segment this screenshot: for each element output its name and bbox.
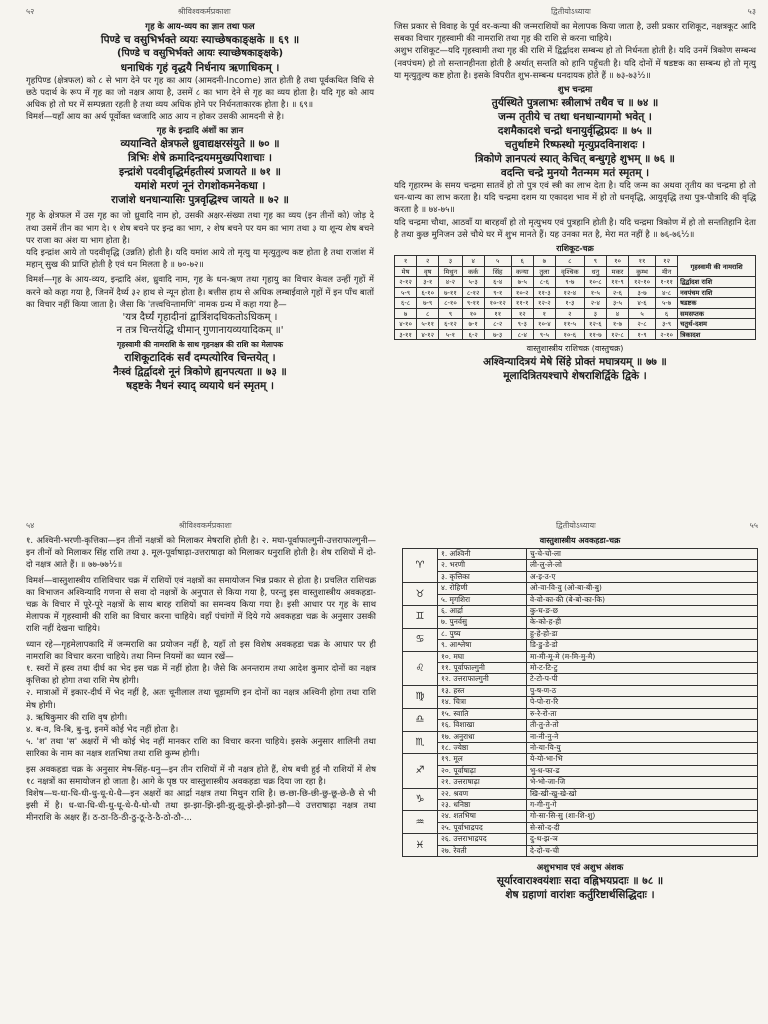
table-cell: ८ [417, 308, 439, 319]
letters-cell: गो-सा-सि-सु (शा-शि-शु) [527, 811, 758, 822]
letters-cell: रु-रे-रो-ता [527, 708, 758, 719]
nakshatra-cell: ४. रोहिणी [438, 583, 527, 594]
table-cell: ५-१ [439, 329, 462, 340]
table-header-number: ९ [584, 256, 606, 267]
table-row [403, 708, 758, 719]
table-cell: ९-३ [511, 319, 533, 330]
quote-line: न तत्र चिन्तयेद्धि धीमान् गुणानायव्ययादिकम् ॥' [116, 325, 284, 337]
table-row [395, 287, 756, 298]
rashikoot-table [394, 255, 756, 340]
letters-cell: ती-तु-ते-तो [527, 720, 758, 731]
table-cell: ४-१० [395, 319, 417, 330]
table-cell: १ [533, 308, 555, 319]
table-cell: १२ [511, 308, 533, 319]
table-row [403, 754, 758, 765]
table-cell: ५-७ [656, 298, 678, 309]
table-cell: ७-११ [439, 287, 462, 298]
table-cell: १२-६ [584, 319, 606, 330]
table-row-label: चतुर्थ-दशम [678, 319, 756, 330]
section-heading: गृह के आय-व्यय का ज्ञान तथा फल [145, 22, 255, 32]
table-cell: २-४ [584, 298, 606, 309]
letters-cell: टे-टो-प-पी [527, 674, 758, 685]
table-cell: १०-४ [533, 319, 555, 330]
running-title: द्वितीयोऽध्यायः [550, 7, 591, 16]
nakshatra-cell: २२. श्रवण [438, 788, 527, 799]
zodiac-sign-icon: ♈ [403, 549, 438, 583]
table-header-number: ८ [555, 256, 584, 267]
letters-cell: चु-चे-चो-ला [527, 549, 758, 560]
letters-cell: दे-दो-च-ची [527, 845, 758, 856]
table-header-number: ६ [511, 256, 533, 267]
paragraph: १. अश्विनी-भरणी-कृत्तिका—इन तीनों नक्षत्रों को मिलाकर मेषराशि होती है। २. मघा-पूर्वाफाल्गुनी-उत्तराफाल्गुनी—इन तीनों को मिलाकर सिंह राशि तथा ३. मूल-पूर्वाषाढ़ा-उत्तराषाढ़ा को मिलाकर धनुराशि होती है। शेष राशियों में दो-दो नक्षत्र आते हैं। ॥ ७७-७७½॥ [26, 536, 376, 571]
paragraph: अशुभ राशिकूट—यदि गृहस्वामी तथा गृह की राशि में द्विर्द्वादश सम्बन्ध हो तो निर्धनता होती है। यदि उनमें त्रिकोण सम्बन्ध (नवपंचम) हो तो सन्तानहीनता होती है अर्थात् सन्तति को हानि पहुँचती है। यदि दोनों में षडष्टक का सम्बन्ध हो तो मृत्यु या मृत्युतुल्य कष्ट होता है। इसके विपरीत शुभ-सम्बन्ध धनदायक होते हैं ॥ ७३-७३½॥ [394, 46, 756, 81]
vimarsh-paragraph: विमर्श—वास्तुशास्त्रीय राशिविचार चक्र में राशियों एवं नक्षत्रों का समायोजन भिन्न प्रकार से होता है। प्रचलित राशिचक्र का विभाजन अश्विन्यादि गणना से सवा दो नक्षत्रों के अनुपात से किया गया है, परन्तु इस वास्तुशास्त्रीय अवकहडा-चक्र के विचार में पूरे-पूरे नक्षत्रों के साथ बारह राशियों का समन्वय किया गया है। इसी आधार पर गृह के साथ मेलापक में गृहस्वामी की राशि का विचार करना चाहिये। वहाँ पंचांगों में दिये गये अवकहडा चक्र के अनुसार उसकी राशि नहीं देखना चाहिये। [26, 575, 376, 635]
table-cell: ८-४ [511, 329, 533, 340]
vimarsh-paragraph: विमर्श—यहाँ आय का अर्थ पूर्वोक्त ध्वजादि आठ आय न होकर उसकी आमदनी से है। [26, 112, 285, 123]
table-cell: ७-५ [511, 277, 533, 288]
table-number-row [395, 256, 756, 267]
letters-cell: नो-या-यि-यु [527, 742, 758, 753]
verse: मूलादित्रितयश्चापे शेषराशिर्द्विके द्विके । [503, 370, 647, 383]
rule-item: ४. ब-व, वि-बि, बु-वु, इनमें कोई भेद नहीं होता है। [26, 725, 179, 736]
table-cell: १२-८ [606, 329, 628, 340]
table-row [403, 731, 758, 742]
paragraph: गृहपिण्ड (क्षेत्रफल) को ८ से भाग देने पर गृह का आय (आमदनी-Income) ज्ञात होती है तथा पूर्वकथित विधि से छठे पदार्थ के रूप में गृह का जो नक्षत्र आया है, उसमें ८ का भाग देने से गृह का व्यय होता है। यदि गृह को आय अधिक हो तो घर में सम्पन्नता रहती है तथा व्यय अधिक होने पर निर्धनताकारक होता है। ॥ ६९॥ [26, 75, 374, 110]
table-cell: १०-६ [555, 329, 584, 340]
table-cell: १२-२ [533, 298, 555, 309]
table-header-sign: तुला [533, 266, 555, 277]
verse: शेष ग्रहाणां वारांशः कर्तुरिष्टार्थसिद्धिदाः । [505, 888, 655, 901]
page-header [26, 6, 374, 17]
zodiac-sign-icon: ♒ [403, 811, 438, 834]
rule-item: ३. ऋषिकुमार की राशि वृष होगी। [26, 712, 128, 723]
table-cell: ३-७ [629, 287, 656, 298]
zodiac-sign-icon: ♓ [403, 834, 438, 857]
table-cell: ३-१ [417, 277, 439, 288]
table-row-label: त्रिकादश [678, 329, 756, 340]
table-row [403, 777, 758, 788]
table-cell: ९-१ [484, 287, 511, 298]
vimarsh-paragraph: विमर्श—गृह के आय-व्यय, इन्द्रादि अंश, ध्रुवादि नाम, गृह के धन-ऋण तथा गृहायु का विचार केवल उन्हीं गृहों में करने को कहा गया है, जिनमें दैर्घ्य ३२ हाथ से न्यून होता है। बत्तीस हाथ से अधिक लम्बाईवाले गृहों में इन पाँच बातों का विचार नहीं किया जाता है। जैसा कि 'तत्त्वचिन्तामणि' नामक ग्रन्थ में कहा गया है— [26, 275, 374, 310]
table-row [403, 571, 758, 582]
table-header-number: ७ [533, 256, 555, 267]
table-row [403, 617, 758, 628]
table-cell: ११ [484, 308, 511, 319]
running-title: श्रीविश्वकर्मप्रकाशः [178, 521, 232, 530]
zodiac-sign-icon: ♑ [403, 788, 438, 811]
table-header-sign: कर्क [462, 266, 484, 277]
page-54 [0, 512, 384, 1024]
table-row [403, 697, 758, 708]
table-row [403, 674, 758, 685]
table-cell: ६-१० [417, 287, 439, 298]
letters-cell: ये-यो-भा-भि [527, 754, 758, 765]
zodiac-sign-icon: ♏ [403, 731, 438, 754]
table-cell: १० [462, 308, 484, 319]
table-cell: १-३ [555, 298, 584, 309]
table-row [403, 720, 758, 731]
letters-cell: से-सो-द-दी [527, 822, 758, 833]
nakshatra-cell: २१. उत्तराषाढ़ा [438, 777, 527, 788]
verse: धनाधिकं गृहं वृद्धयै निर्धनाय ऋणाधिकम् । [120, 61, 280, 74]
table-cell: ६-१२ [439, 319, 462, 330]
section-heading: अशुभभाव एवं अशुभ अंशक [536, 862, 624, 873]
table-cell: १०-२ [511, 287, 533, 298]
table-header-sign: वृश्चिक [555, 266, 584, 277]
letters-cell: ओ-वा-वि-वु (ओ-बा-बी-बु) [527, 583, 758, 594]
table-caption: वास्तुशास्त्रीय राशिचक्र (वास्तुचक्र) [526, 344, 624, 354]
table-row [403, 583, 758, 594]
page-number: ५२ [26, 7, 35, 16]
table-cell: ५-११ [417, 319, 439, 330]
nakshatra-cell: १७. अनुराधा [438, 731, 527, 742]
nakshatra-cell: १६. विशाखा [438, 720, 527, 731]
letters-cell: पे-पो-रा-रि [527, 697, 758, 708]
table-cell: ६ [656, 308, 678, 319]
table-cell: ३-९ [656, 319, 678, 330]
table-cell: ६-८ [395, 298, 417, 309]
table-cell: ३ [584, 308, 606, 319]
table-cell: १२-४ [555, 287, 584, 298]
nakshatra-cell: १३. हस्त [438, 685, 527, 696]
table-row-label: समसप्तक [678, 308, 756, 319]
zodiac-sign-icon: ♉ [403, 583, 438, 606]
section-heading: शुभ चन्द्रमा [557, 85, 593, 96]
nakshatra-cell: १५. स्वाति [438, 708, 527, 719]
verse: वदन्ति चन्द्रे मुनयो नैतन्मम मतं स्मृतम् । [500, 167, 650, 180]
table-header-sign: मकर [606, 266, 628, 277]
table-cell: २ [555, 308, 584, 319]
verse: व्ययान्विते क्षेत्रफले ध्रुवाद्यक्षरसंयुते ॥ ७० ॥ [120, 138, 280, 151]
verse: दशमैकादशे चन्द्रो धनायुर्वृद्धिप्रदः ॥ ७५ ॥ [497, 125, 653, 138]
table-header-sign: मिथुन [439, 266, 462, 277]
table-header-sign: कुम्भ [629, 266, 656, 277]
table-cell: ७ [395, 308, 417, 319]
nakshatra-cell: १२. उत्तराफाल्गुनी [438, 674, 527, 685]
letters-cell: ना-नी-नु-ने [527, 731, 758, 742]
table-cell: ८-२ [484, 319, 511, 330]
nakshatra-cell: २०. पूर्वाषाढ़ा [438, 765, 527, 776]
page-number: ५३ [747, 7, 756, 16]
letters-cell: दु-थ-झ-ञ [527, 834, 758, 845]
verse: त्रिकोणे ज्ञानपत्यं स्यात् केचित् बन्धुगृहे शुभम् ॥ ७६ ॥ [475, 153, 675, 166]
letters-cell: मो-ट-टि-टु [527, 663, 758, 674]
page-number: ५५ [749, 521, 758, 530]
table-cell: ७-३ [484, 329, 511, 340]
zodiac-sign-icon: ♐ [403, 754, 438, 788]
nakshatra-cell: २५. पूर्वाभाद्रपद [438, 822, 527, 833]
letters-cell: भु-ध-फा-ढ [527, 765, 758, 776]
verse: राजांशे धनधान्यासिः पुत्रवृद्धिश्च जायते ॥ ७२ ॥ [111, 194, 289, 207]
verse: अश्विन्यादित्रयं मेषे सिंहे प्रोक्तं मघात्रयम् ॥ ७७ ॥ [483, 356, 667, 369]
verse: त्रिभिः शेषे क्रमादिन्द्रयममुख्यपिशाचाः । [127, 152, 272, 165]
nakshatra-cell: ९. आश्लेषा [438, 640, 527, 651]
table-cell: ४-६ [629, 298, 656, 309]
table-header-number: ४ [462, 256, 484, 267]
table-cell: ३-११ [395, 329, 417, 340]
table-row [403, 606, 758, 617]
table-cell: ११-९ [606, 277, 628, 288]
table-row-label: द्विर्द्वादश राशि [678, 277, 756, 288]
nakshatra-cell: ८. पुष्य [438, 628, 527, 639]
nakshatra-cell: ५. मृगशिरा [438, 594, 527, 605]
table-cell: ७-१ [462, 319, 484, 330]
table-cell: ६-२ [462, 329, 484, 340]
table-row [403, 822, 758, 833]
table-cell: १-७ [606, 319, 628, 330]
table-row [395, 277, 756, 288]
nakshatra-cell: ३. कृत्तिका [438, 571, 527, 582]
table-row [403, 594, 758, 605]
verse-variant: (पिण्डे च वसुभिर्भक्ते आयः स्याच्छेषकाङ्क्षके) [116, 48, 284, 59]
letters-cell: हु-हे-हो-डा [527, 628, 758, 639]
table-cell: ११-७ [584, 329, 606, 340]
paragraph: इस अवकहडा चक्र के अनुसार मेष-सिंह-धनु—इन तीन राशियों में नौ नक्षत्र होते हैं, शेष बची हुई नौ राशियों में शेष १८ नक्षत्रों का समायोजन हो जाता है। आगे के पृष्ठ पर वास्तुशास्त्रीय अवकहडा चक्र दिया जा रहा है। [26, 764, 376, 787]
verse: पिण्डे च वसुभिर्भक्ते व्ययः स्याच्छेषकाङ्क्षके ॥ ६९ ॥ [100, 34, 300, 46]
paragraph: गृह के क्षेत्रफल में उस गृह का जो ध्रुवादि नाम हो, उसकी अक्षर-संख्या तथा गृह का व्यय (इन तीनों को) जोड़ दे तथा उसमें तीन का भाग दे। १ शेष बचने पर इन्द्र का भाग, २ शेष बचने पर यम का भाग तथा ३ या शून्य शेष बचने पर राजा का अंश या भाग होता है। [26, 211, 374, 246]
table-cell: १-११ [656, 277, 678, 288]
letters-cell: ली-लु-ले-लो [527, 560, 758, 571]
nakshatra-cell: १९. मूल [438, 754, 527, 765]
table-row [403, 640, 758, 651]
nakshatra-cell: १०. मघा [438, 651, 527, 662]
verse: तुर्यस्थिते पुत्रलाभः स्त्रीलाभं तथैव च ॥ ७४ ॥ [491, 97, 659, 110]
nakshatra-cell: २४. शतभिषा [438, 811, 527, 822]
section-heading: गृहस्वामी की नामराशि के साथ गृहनक्षत्र की राशि का मेलापक [117, 339, 283, 349]
rule-item: २. मात्राओं में इकार-दीर्घ में भेद नहीं है, अतः चूनीलाल तथा चूड़ामणि इन दोनों का नक्षत्र अश्विनी होगा तथा राशि मेष होगी। [26, 688, 376, 711]
table-cell: २-८ [629, 319, 656, 330]
letters-cell: वे-वो-का-की (बे-बो-का-कि) [527, 594, 758, 605]
table-row [403, 811, 758, 822]
table-row [403, 663, 758, 674]
table-cell: ११-५ [555, 319, 584, 330]
table-cell: ४-२ [439, 277, 462, 288]
table-row [403, 845, 758, 856]
table-row [403, 742, 758, 753]
nakshatra-cell: ६. आर्द्रा [438, 606, 527, 617]
table-header-number: ५ [484, 256, 511, 267]
table-cell: २-१२ [395, 277, 417, 288]
rule-item: ५. 'श' तथा 'स' अक्षरों में भी कोई भेद नहीं मानकर राशि का विचार करना चाहिये। इसके अनुसार शालिनी तथा सारिका के नाम का नक्षत्र शतभिषा तथा राशि कुम्भ होगी। [26, 737, 376, 760]
section-heading: गृह के इन्द्रादि अंशों का ज्ञान [156, 126, 244, 137]
table-cell: २-१० [656, 329, 678, 340]
verse: षड्ष्टके नैधनं स्याद् व्ययाये धनं स्मृतम् । [126, 379, 274, 392]
table-cell: ९-११ [462, 298, 484, 309]
page-header [394, 6, 756, 17]
table-cell: १-५ [584, 287, 606, 298]
table-row [403, 560, 758, 571]
table-row [395, 319, 756, 330]
table-header-sign: सिंह [484, 266, 511, 277]
table-cell: ५-९ [395, 287, 417, 298]
letters-cell: ग-गी-गु-गे [527, 799, 758, 810]
paragraph: यदि गृहारम्भ के समय चन्द्रमा सातवें हो तो पुत्र एवं स्त्री का लाभ देता है। यदि जन्म का अथवा तृतीय का चन्द्रमा हो तो धन-धान्य का लाभ करता है। यदि चन्द्रमा दशम या एकादश भाव में हो तो धनवृद्धि, आयुवृद्धि तथा पुत्र-पौत्रादि की वृद्धि करता है ॥ ७४-७५॥ [394, 181, 756, 216]
table-row-label: नवपंचम राशि [678, 287, 756, 298]
page-header [26, 520, 376, 531]
table-row [403, 685, 758, 696]
table-title: राशिकूट-चक्र [556, 244, 594, 254]
table-row [395, 329, 756, 340]
letters-cell: पु-ष-ण-ठ [527, 685, 758, 696]
table-row [403, 834, 758, 845]
table-header-number: २ [417, 256, 439, 267]
page-55 [384, 512, 768, 1024]
table-header-number: १ [395, 256, 417, 267]
paragraph: यदि चन्द्रमा चौथा, आठवाँ या बारहवाँ हो तो मृत्युभय एवं पुत्रहानि होती है। यदि चन्द्रमा त्रिकोण में हो तो सन्ततिहानि देता है तथा कुछ मुनिजन उसे चौथे घर में शुभ मानते हैं। यह उनका मत है, मेरा मत नहीं है ॥ ७६-७६½॥ [394, 217, 756, 240]
table-cell: ११-३ [533, 287, 555, 298]
table-cell: ४-१२ [417, 329, 439, 340]
nakshatra-cell: २. भरणी [438, 560, 527, 571]
verse: नैःस्वं द्विर्द्वादशे नूनं त्रिकोणे ह्यनपत्यता ॥ ७३ ॥ [113, 365, 287, 378]
verse: चतुर्थाष्टमे रिष्फस्थो मृत्युप्रदविनाशदः । [504, 139, 646, 152]
table-header-sign: धनु [584, 266, 606, 277]
zodiac-sign-icon: ♌ [403, 651, 438, 685]
nakshatra-cell: १. अश्विनी [438, 549, 527, 560]
nakshatra-cell: २३. धनिष्ठा [438, 799, 527, 810]
table-header-sign: मीन [656, 266, 678, 277]
table-header-number: १२ [656, 256, 678, 267]
table-cell: ५ [629, 308, 656, 319]
table-cell: २-६ [606, 287, 628, 298]
letters-cell: खि-खी-खु-खे-खो [527, 788, 758, 799]
table-cell: ४-८ [656, 287, 678, 298]
table-header-sign: वृष [417, 266, 439, 277]
nakshatra-cell: १८. ज्येष्ठा [438, 742, 527, 753]
page-52 [0, 0, 384, 512]
verse: राशिकूटादिकं सर्वं दम्पत्योरिव चिन्तयेत् । [124, 351, 276, 364]
nakshatra-cell: ११. पूर्वाफाल्गुनी [438, 663, 527, 674]
table-header-number: ११ [629, 256, 656, 267]
avakahada-table [402, 548, 758, 857]
table-row [403, 549, 758, 560]
table-row-label: षडष्टक [678, 298, 756, 309]
letters-cell: भे-भो-जा-जि [527, 777, 758, 788]
table-cell: ८-१२ [462, 287, 484, 298]
table-cell: ७-९ [417, 298, 439, 309]
table-header-sign: कन्या [511, 266, 533, 277]
rule-item: १. स्वरों में ह्रस्व तथा दीर्घ का भेद इस चक्र में नहीं होता है। जैसे कि अनन्तराम तथा आदेश कुमार दोनों का नक्षत्र कृत्तिका हो होगा तथा राशि मेष होगी। [26, 664, 376, 687]
quote-line: 'यत्र दैर्घ्यं गृहादीनां द्वात्रिंशदधिकतोऽधिकम् । [122, 311, 278, 323]
verse: यमांशे मरणं नूनं रोगशोकमनेकधा । [134, 180, 266, 193]
table-cell: ९ [439, 308, 462, 319]
table-row [403, 765, 758, 776]
letters-cell: के-को-ह-ही [527, 617, 758, 628]
letters-cell: अ-इ-उ-ए [527, 571, 758, 582]
zodiac-sign-icon: ♎ [403, 708, 438, 731]
verse: जन्म तृतीये च तथा धनधान्यागमो भवेत् । [498, 111, 652, 124]
paragraph: ध्यान रहे—गृहमेलापकादि में जन्मराशि का प्रयोजन नहीं है, यहाँ तो इस विशेष अवकहडा चक्र के आधार पर ही नामराशि का विचार करना चाहिये। तथा निम्न नियमों का ध्यान रखें— [26, 639, 376, 662]
vishesh-paragraph: विशेष—घ-धा-धि-धी-धु-धू-धे-धै—इन अक्षरों का आर्द्रा नक्षत्र तथा मिथुन राशि है। छ-छा-छि-छी-छु-छू-छे-छै से भी इसी में है। ध-धा-धि-धी-धु-धू-धे-धै-धो-धौ तथा झ-झा-झि-झी-झु-झू-झे-झै-झो-झौ—ये उत्तराषाढ़ा नक्षत्र तथा मीनराशि के अक्षर हैं। ठ-ठा-ठि-ठी-ठु-ठू-ठे-ठै-ठो-ठौ-... [26, 789, 376, 824]
table-cell: ११-१ [511, 298, 533, 309]
table-cell: १०-१२ [484, 298, 511, 309]
letters-cell: डि-डु-डे-डो [527, 640, 758, 651]
table-cell: ६-४ [484, 277, 511, 288]
table-cell: १-९ [629, 329, 656, 340]
table-cell: ९-७ [555, 277, 584, 288]
table-cell: ८-६ [533, 277, 555, 288]
running-title: श्रीविश्वकर्मप्रकाशः [177, 7, 231, 16]
table-cell: ९-५ [533, 329, 555, 340]
zodiac-sign-icon: ♊ [403, 606, 438, 629]
table-header-number: १० [606, 256, 628, 267]
table-title: वास्तुशास्त्रीय अवकहडा-चक्र [539, 536, 621, 545]
paragraph: जिस प्रकार से विवाह के पूर्व वर-कन्या की जन्मराशियों का मेलापक किया जाता है, उसी प्रकार राशिकूट, नक्षत्रकूट आदि सबका विचार गृहस्वामी की नामराशि तथा गृह की राशि से करना चाहिये। [394, 22, 756, 45]
table-cell: ८-१० [439, 298, 462, 309]
table-row [403, 628, 758, 639]
table-header-number: ३ [439, 256, 462, 267]
table-row [403, 651, 758, 662]
table-row [395, 308, 756, 319]
nakshatra-cell: २६. उत्तराभाद्रपद [438, 834, 527, 845]
page-number: ५४ [26, 521, 35, 530]
verse: इन्द्रांशे पदवीवृद्धिर्महतीस्यं प्रजायते ॥ ७१ ॥ [119, 166, 281, 179]
letters-cell: मा-मी-मू-मे (म-मि-मु-मै) [527, 651, 758, 662]
table-cell: ५-३ [462, 277, 484, 288]
table-row [395, 298, 756, 309]
table-header-owner-rashi: गृहस्वामी की नामराशि [678, 256, 756, 277]
zodiac-sign-icon: ♋ [403, 628, 438, 651]
table-cell: १०-८ [584, 277, 606, 288]
letters-cell: कु-घ-ङ-छ [527, 606, 758, 617]
paragraph: यदि इन्द्रांश आये तो पदवीवृद्धि (उन्नति) होती है। यदि यमांश आये तो मृत्यु या मृत्युतुल्य कष्ट होता है तथा राजांश में महान् सुख की प्राप्ति होती है एवं धन मिलता है ॥ ७०-७२॥ [26, 247, 374, 271]
verse: सूर्यारवाराश्वयंशाः सदा वह्निभयप्रदाः ॥ ७८ ॥ [496, 874, 664, 887]
nakshatra-cell: १४. चित्रा [438, 697, 527, 708]
page-53 [384, 0, 768, 512]
page-header [402, 520, 758, 531]
table-row [403, 799, 758, 810]
zodiac-sign-icon: ♍ [403, 685, 438, 708]
table-header-sign: मेष [395, 266, 417, 277]
table-cell: १२-१० [629, 277, 656, 288]
nakshatra-cell: २७. रेवती [438, 845, 527, 856]
nakshatra-cell: ७. पुनर्वसु [438, 617, 527, 628]
table-row [403, 788, 758, 799]
table-cell: ३-५ [606, 298, 628, 309]
table-cell: ४ [606, 308, 628, 319]
running-title: द्वितीयोऽध्यायः [555, 521, 596, 530]
